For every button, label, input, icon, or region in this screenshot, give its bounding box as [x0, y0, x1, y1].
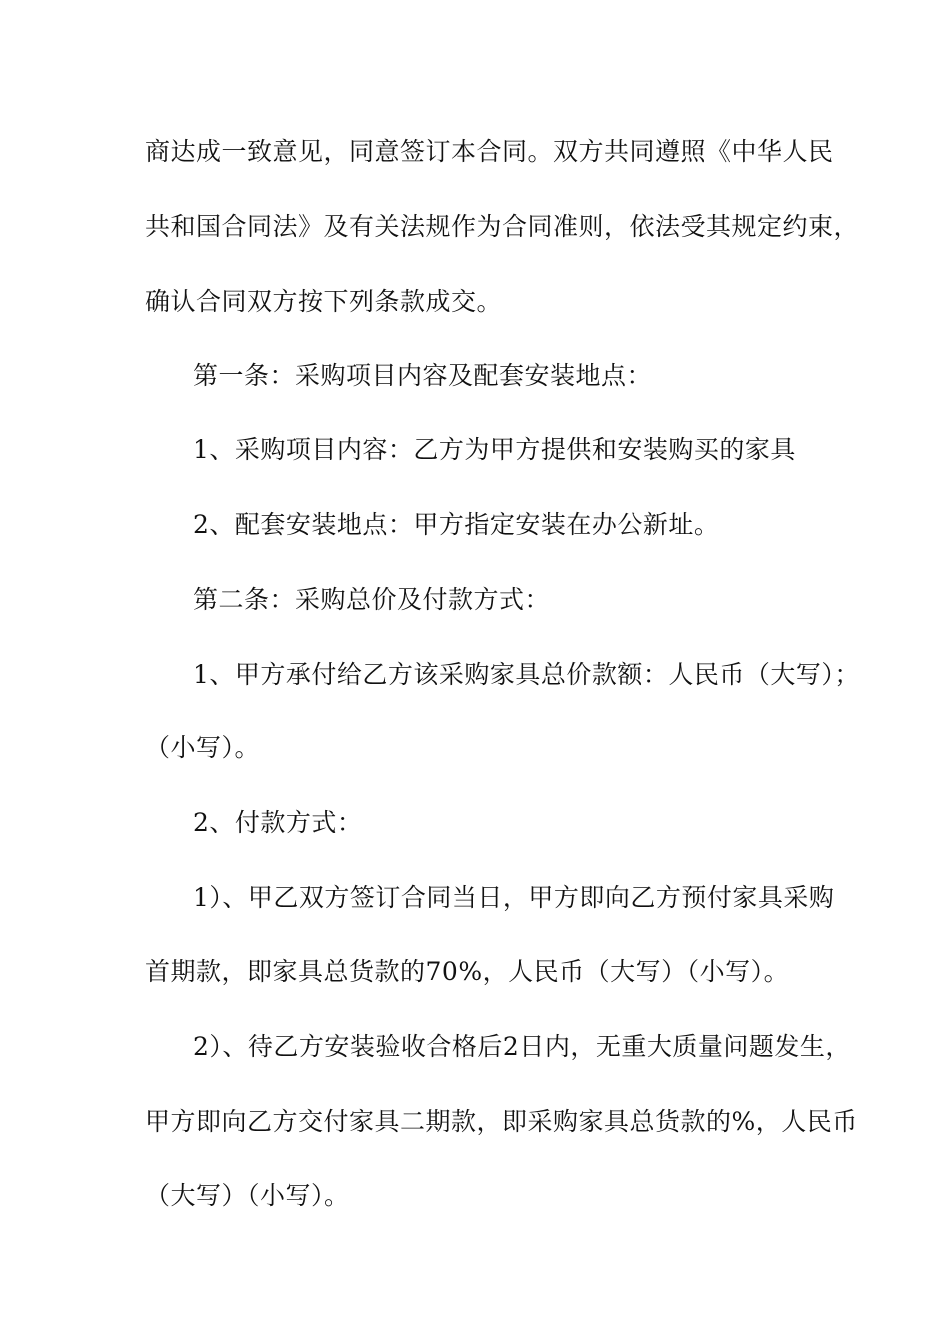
- paragraph-line: （大写）（小写）。: [145, 1181, 350, 1210]
- article-heading: 第二条：采购总价及付款方式：: [193, 585, 551, 614]
- paragraph-line: 确认合同双方按下列条款成交。: [145, 287, 503, 316]
- paragraph-line: 2）、待乙方安装验收合格后2日内，无重大质量问题发生，: [193, 1032, 851, 1061]
- paragraph-line: 2、配套安装地点：甲方指定安装在办公新址。: [193, 510, 720, 539]
- paragraph-line: 甲方即向乙方交付家具二期款，即采购家具总货款的%，人民币: [145, 1107, 858, 1136]
- paragraph-line: 2、付款方式：: [193, 808, 363, 837]
- paragraph-line: 商达成一致意见，同意签订本合同。双方共同遵照《中华人民: [145, 137, 834, 166]
- paragraph-line: 1、甲方承付给乙方该采购家具总价款额：人民币（大写）；: [193, 660, 860, 689]
- paragraph-line: 1）、甲乙双方签订合同当日，甲方即向乙方预付家具采购: [193, 883, 835, 912]
- paragraph-line: 首期款，即家具总货款的70%，人民币（大写）（小写）。: [145, 957, 790, 986]
- paragraph-line: （小写）。: [145, 733, 261, 762]
- article-heading: 第一条：采购项目内容及配套安装地点：: [193, 361, 653, 390]
- paragraph-line: 共和国合同法》及有关法规作为合同准则，依法受其规定约束，: [145, 212, 860, 241]
- paragraph-line: 1、采购项目内容：乙方为甲方提供和安装购买的家具: [193, 435, 796, 464]
